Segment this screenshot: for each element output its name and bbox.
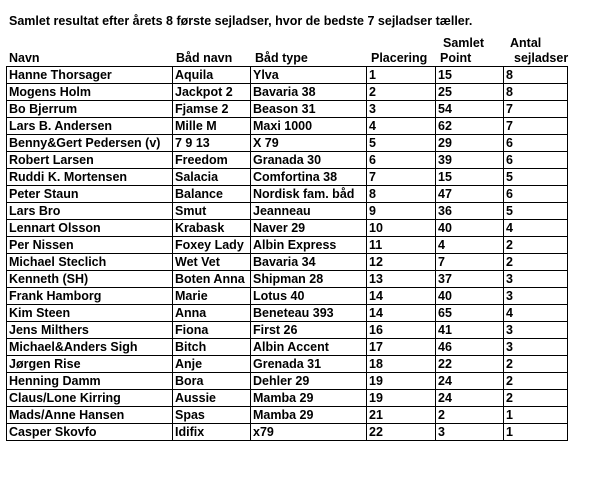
cell-placement: 9 bbox=[367, 203, 436, 220]
cell-races: 2 bbox=[504, 373, 568, 390]
cell-races: 4 bbox=[504, 305, 568, 322]
cell-placement: 16 bbox=[367, 322, 436, 339]
cell-points: 22 bbox=[436, 356, 504, 373]
cell-points: 62 bbox=[436, 118, 504, 135]
cell-name: Kim Steen bbox=[7, 305, 173, 322]
table-row bbox=[7, 203, 568, 220]
header-races-bottom: sejladser bbox=[514, 51, 569, 65]
cell-placement: 1 bbox=[367, 67, 436, 84]
cell-boat-name: Foxey Lady bbox=[173, 237, 251, 254]
cell-points: 65 bbox=[436, 305, 504, 322]
table-row bbox=[7, 220, 568, 237]
cell-boat-name: Salacia bbox=[173, 169, 251, 186]
cell-boat-type: X 79 bbox=[251, 135, 367, 152]
cell-races: 7 bbox=[504, 118, 568, 135]
cell-name: Claus/Lone Kirring bbox=[7, 390, 173, 407]
cell-boat-type: x79 bbox=[251, 424, 367, 441]
table-row bbox=[7, 322, 568, 339]
cell-boat-type: Maxi 1000 bbox=[251, 118, 367, 135]
table-row bbox=[7, 118, 568, 135]
cell-points: 46 bbox=[436, 339, 504, 356]
cell-boat-name: Anje bbox=[173, 356, 251, 373]
cell-boat-name: Aussie bbox=[173, 390, 251, 407]
table-row bbox=[7, 169, 568, 186]
cell-boat-name: Aquila bbox=[173, 67, 251, 84]
header-races-top: Antal bbox=[510, 36, 542, 50]
cell-boat-name: Bora bbox=[173, 373, 251, 390]
cell-boat-name: Fjamse 2 bbox=[173, 101, 251, 118]
cell-races: 2 bbox=[504, 237, 568, 254]
cell-points: 54 bbox=[436, 101, 504, 118]
cell-boat-type: Shipman 28 bbox=[251, 271, 367, 288]
cell-name: Kenneth (SH) bbox=[7, 271, 173, 288]
cell-placement: 22 bbox=[367, 424, 436, 441]
cell-races: 1 bbox=[504, 407, 568, 424]
cell-points: 4 bbox=[436, 237, 504, 254]
cell-races: 5 bbox=[504, 203, 568, 220]
cell-boat-type: Granada 30 bbox=[251, 152, 367, 169]
cell-name: Jørgen Rise bbox=[7, 356, 173, 373]
results-table bbox=[6, 66, 568, 441]
header-placement: Placering bbox=[371, 51, 428, 65]
cell-placement: 18 bbox=[367, 356, 436, 373]
cell-boat-name: 7 9 13 bbox=[173, 135, 251, 152]
cell-points: 3 bbox=[436, 424, 504, 441]
cell-boat-name: Wet Vet bbox=[173, 254, 251, 271]
cell-races: 2 bbox=[504, 254, 568, 271]
cell-points: 24 bbox=[436, 390, 504, 407]
cell-boat-type: Beason 31 bbox=[251, 101, 367, 118]
cell-boat-type: Lotus 40 bbox=[251, 288, 367, 305]
cell-boat-type: Albin Accent bbox=[251, 339, 367, 356]
cell-name: Benny&Gert Pedersen (v) bbox=[7, 135, 173, 152]
cell-races: 2 bbox=[504, 356, 568, 373]
cell-boat-name: Idifix bbox=[173, 424, 251, 441]
table-row bbox=[7, 356, 568, 373]
table-row bbox=[7, 339, 568, 356]
cell-races: 3 bbox=[504, 271, 568, 288]
cell-name: Michael Steclich bbox=[7, 254, 173, 271]
cell-name: Ruddi K. Mortensen bbox=[7, 169, 173, 186]
cell-points: 2 bbox=[436, 407, 504, 424]
cell-boat-name: Mille M bbox=[173, 118, 251, 135]
cell-races: 6 bbox=[504, 135, 568, 152]
cell-boat-name: Bitch bbox=[173, 339, 251, 356]
cell-races: 3 bbox=[504, 322, 568, 339]
cell-boat-type: First 26 bbox=[251, 322, 367, 339]
table-row bbox=[7, 152, 568, 169]
cell-placement: 12 bbox=[367, 254, 436, 271]
cell-boat-type: Comfortina 38 bbox=[251, 169, 367, 186]
cell-points: 7 bbox=[436, 254, 504, 271]
cell-boat-type: Jeanneau bbox=[251, 203, 367, 220]
table-row bbox=[7, 254, 568, 271]
cell-races: 3 bbox=[504, 288, 568, 305]
cell-boat-type: Bavaria 34 bbox=[251, 254, 367, 271]
cell-name: Lennart Olsson bbox=[7, 220, 173, 237]
cell-points: 40 bbox=[436, 220, 504, 237]
cell-boat-name: Smut bbox=[173, 203, 251, 220]
header-name: Navn bbox=[9, 51, 40, 65]
cell-boat-type: Beneteau 393 bbox=[251, 305, 367, 322]
table-row bbox=[7, 84, 568, 101]
cell-races: 6 bbox=[504, 186, 568, 203]
cell-placement: 21 bbox=[367, 407, 436, 424]
cell-name: Frank Hamborg bbox=[7, 288, 173, 305]
cell-boat-name: Spas bbox=[173, 407, 251, 424]
table-row bbox=[7, 186, 568, 203]
cell-placement: 19 bbox=[367, 373, 436, 390]
cell-placement: 5 bbox=[367, 135, 436, 152]
cell-name: Per Nissen bbox=[7, 237, 173, 254]
cell-name: Casper Skovfo bbox=[7, 424, 173, 441]
table-row bbox=[7, 373, 568, 390]
results-body bbox=[7, 67, 568, 441]
cell-boat-type: Dehler 29 bbox=[251, 373, 367, 390]
cell-boat-name: Marie bbox=[173, 288, 251, 305]
cell-placement: 3 bbox=[367, 101, 436, 118]
table-row bbox=[7, 424, 568, 441]
cell-name: Michael&Anders Sigh bbox=[7, 339, 173, 356]
cell-placement: 6 bbox=[367, 152, 436, 169]
cell-boat-type: Nordisk fam. båd bbox=[251, 186, 367, 203]
cell-boat-type: Ylva bbox=[251, 67, 367, 84]
cell-boat-name: Jackpot 2 bbox=[173, 84, 251, 101]
table-row bbox=[7, 305, 568, 322]
table-row bbox=[7, 407, 568, 424]
cell-races: 6 bbox=[504, 152, 568, 169]
cell-points: 40 bbox=[436, 288, 504, 305]
table-row bbox=[7, 288, 568, 305]
table-row bbox=[7, 135, 568, 152]
cell-boat-name: Freedom bbox=[173, 152, 251, 169]
cell-name: Lars B. Andersen bbox=[7, 118, 173, 135]
cell-placement: 4 bbox=[367, 118, 436, 135]
header-points-bottom: Point bbox=[440, 51, 472, 65]
cell-boat-name: Balance bbox=[173, 186, 251, 203]
cell-points: 37 bbox=[436, 271, 504, 288]
cell-name: Jens Milthers bbox=[7, 322, 173, 339]
cell-points: 29 bbox=[436, 135, 504, 152]
cell-races: 2 bbox=[504, 390, 568, 407]
cell-races: 7 bbox=[504, 101, 568, 118]
cell-points: 15 bbox=[436, 169, 504, 186]
cell-points: 15 bbox=[436, 67, 504, 84]
page-title: Samlet resultat efter årets 8 første sejladser, hvor de bedste 7 sejladser tæller. bbox=[9, 14, 473, 28]
cell-races: 1 bbox=[504, 424, 568, 441]
cell-boat-type: Mamba 29 bbox=[251, 390, 367, 407]
cell-name: Mogens Holm bbox=[7, 84, 173, 101]
cell-placement: 8 bbox=[367, 186, 436, 203]
cell-races: 4 bbox=[504, 220, 568, 237]
cell-placement: 19 bbox=[367, 390, 436, 407]
cell-boat-type: Grenada 31 bbox=[251, 356, 367, 373]
cell-name: Peter Staun bbox=[7, 186, 173, 203]
cell-placement: 10 bbox=[367, 220, 436, 237]
cell-placement: 14 bbox=[367, 288, 436, 305]
cell-points: 39 bbox=[436, 152, 504, 169]
table-row bbox=[7, 67, 568, 84]
cell-boat-name: Boten Anna bbox=[173, 271, 251, 288]
cell-placement: 11 bbox=[367, 237, 436, 254]
cell-points: 47 bbox=[436, 186, 504, 203]
cell-name: Mads/Anne Hansen bbox=[7, 407, 173, 424]
cell-placement: 17 bbox=[367, 339, 436, 356]
cell-boat-type: Naver 29 bbox=[251, 220, 367, 237]
cell-points: 24 bbox=[436, 373, 504, 390]
cell-points: 41 bbox=[436, 322, 504, 339]
cell-boat-name: Fiona bbox=[173, 322, 251, 339]
table-row bbox=[7, 101, 568, 118]
header-boat: Båd navn bbox=[176, 51, 233, 65]
table-row bbox=[7, 237, 568, 254]
cell-boat-type: Bavaria 38 bbox=[251, 84, 367, 101]
cell-races: 3 bbox=[504, 339, 568, 356]
cell-placement: 7 bbox=[367, 169, 436, 186]
cell-name: Lars Bro bbox=[7, 203, 173, 220]
cell-placement: 14 bbox=[367, 305, 436, 322]
cell-placement: 2 bbox=[367, 84, 436, 101]
cell-name: Bo Bjerrum bbox=[7, 101, 173, 118]
cell-boat-type: Mamba 29 bbox=[251, 407, 367, 424]
table-row bbox=[7, 271, 568, 288]
cell-boat-name: Krabask bbox=[173, 220, 251, 237]
header-points-top: Samlet bbox=[443, 36, 484, 50]
cell-points: 36 bbox=[436, 203, 504, 220]
cell-races: 8 bbox=[504, 84, 568, 101]
cell-races: 8 bbox=[504, 67, 568, 84]
cell-boat-name: Anna bbox=[173, 305, 251, 322]
cell-boat-type: Albin Express bbox=[251, 237, 367, 254]
cell-races: 5 bbox=[504, 169, 568, 186]
header-type: Båd type bbox=[255, 51, 308, 65]
cell-name: Hanne Thorsager bbox=[7, 67, 173, 84]
cell-name: Robert Larsen bbox=[7, 152, 173, 169]
cell-placement: 13 bbox=[367, 271, 436, 288]
table-row bbox=[7, 390, 568, 407]
cell-name: Henning Damm bbox=[7, 373, 173, 390]
cell-points: 25 bbox=[436, 84, 504, 101]
